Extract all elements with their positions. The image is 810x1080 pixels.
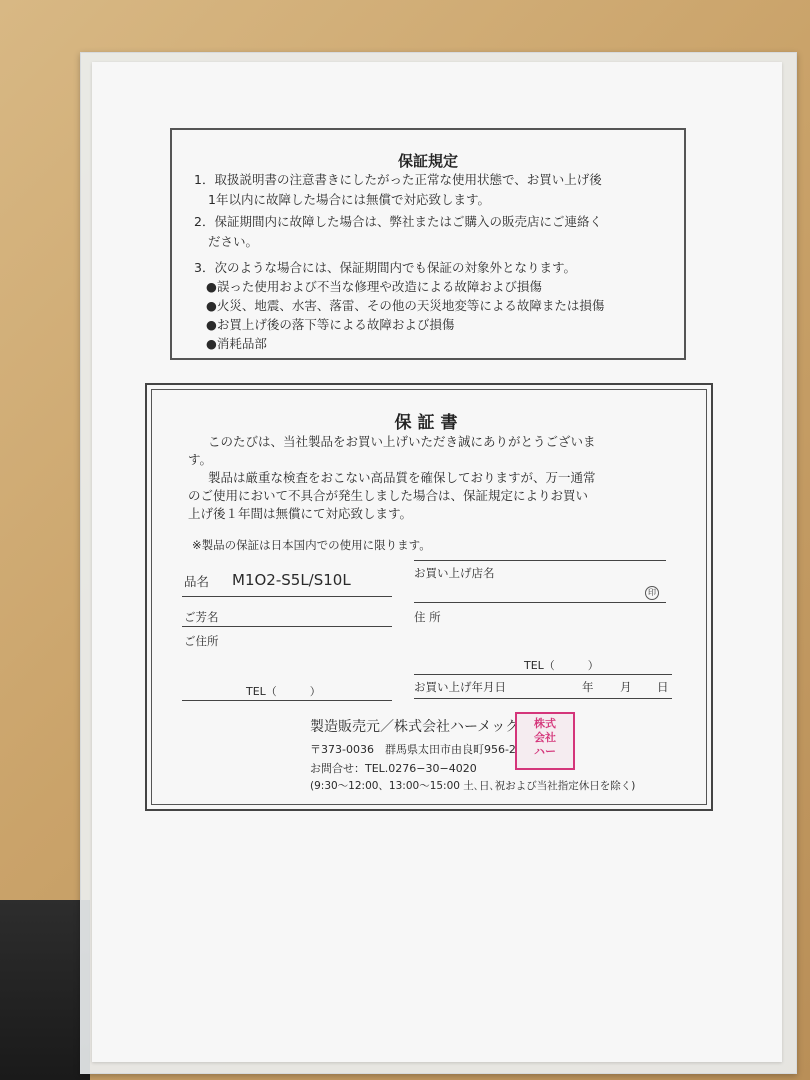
rule-bullet: ●火災、地震、水害、落雷、その他の天災地変等による故障または損傷: [206, 298, 605, 313]
product-name-value: M1O2-S5L/S10L: [232, 571, 351, 589]
intro-line: す。: [188, 452, 213, 467]
rule-3: 3．次のような場合には、保証期間内でも保証の対象外となります。: [194, 260, 576, 275]
rule-bullet: ●お買上げ後の落下等による故障および損傷: [206, 317, 455, 332]
rule-1-line2: 1年以内に故障した場合には無償で対応致します。: [208, 192, 490, 207]
rule-2-line2: ださい。: [208, 234, 259, 249]
month-label: 月: [620, 680, 632, 694]
seal-mark: 印: [645, 586, 659, 600]
warranty-rules-box: [170, 128, 686, 360]
product-name-label: 品名: [184, 574, 210, 589]
intro-line: 上げ後１年間は無償にて対応致します。: [188, 506, 413, 521]
year-label: 年: [582, 680, 594, 694]
domestic-use-note: ※製品の保証は日本国内での使用に限ります。: [192, 538, 431, 552]
customer-tel: TEL（ ）: [246, 685, 321, 698]
store-name-label: お買い上げ店名: [414, 566, 495, 580]
dark-object: [0, 900, 90, 1080]
rule-2-line1: 2．保証期間内に故障した場合は、弊社またはご購入の販売店にご連絡く: [194, 214, 602, 229]
customer-name-label: ご芳名: [184, 610, 219, 624]
customer-address-label: ご住所: [184, 634, 219, 648]
maker-name: 製造販売元／株式会社ハーメック: [310, 719, 520, 735]
company-seal-stamp: 株式 会社 ハー: [515, 712, 575, 770]
certificate-title: 保証書: [394, 413, 464, 433]
intro-line: のご使用において不具合が発生しました場合は、保証規定によりお買い: [188, 488, 589, 503]
purchase-date-label: お買い上げ年月日: [414, 680, 506, 694]
store-address-label: 住 所: [414, 610, 441, 624]
day-label: 日: [657, 680, 669, 694]
business-hours: (9:30～12:00、13:00～15:00 土､日､祝および当社指定休日を除く): [310, 780, 636, 792]
maker-address: 〒373-0036 群馬県太田市由良町956-2: [310, 743, 516, 756]
rules-title: 保証規定: [397, 152, 458, 170]
rule-bullet: ●消耗品部: [206, 336, 267, 351]
warranty-certificate-box: [145, 383, 713, 811]
intro-line: このたびは、当社製品をお買い上げいただき誠にありがとうございま: [208, 434, 596, 449]
store-tel: TEL（ ）: [524, 659, 599, 672]
intro-line: 製品は厳重な検査をおこない高品質を確保しておりますが、万一通常: [208, 470, 596, 485]
rule-1-line1: 1．取扱説明書の注意書きにしたがった正常な使用状態で、お買い上げ後: [194, 172, 602, 187]
rule-bullet: ●誤った使用および不当な修理や改造による故障および損傷: [206, 279, 542, 294]
maker-contact: お問合せ：TEL.0276−30−4020: [310, 762, 477, 775]
